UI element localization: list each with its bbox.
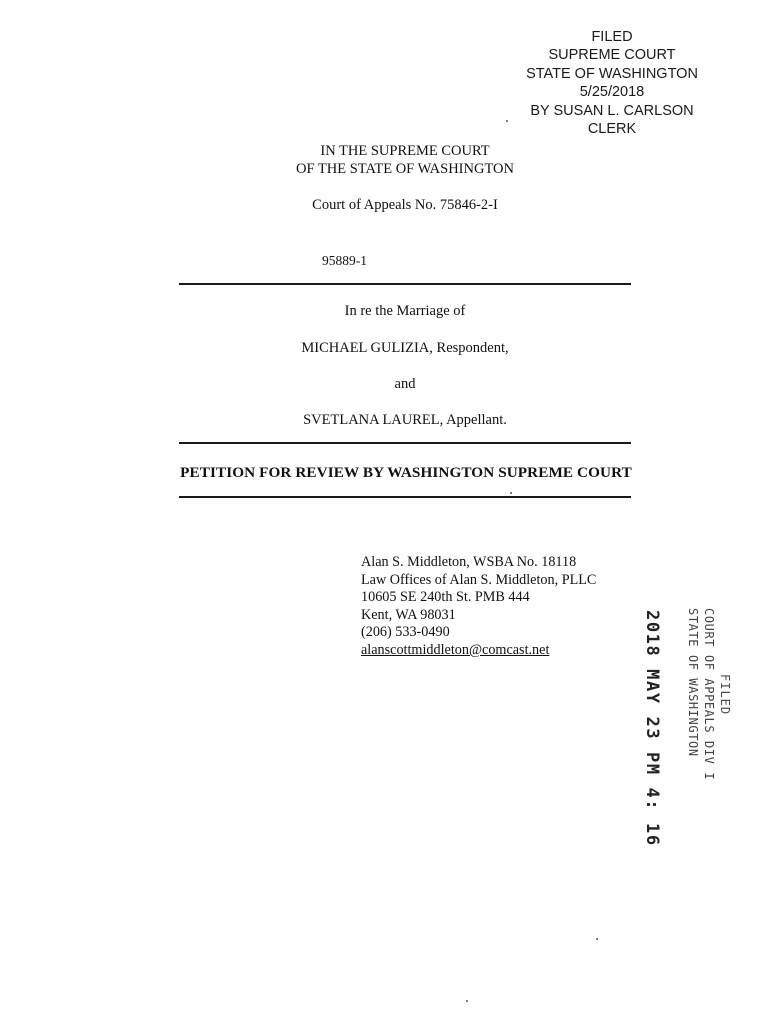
attorney-name: Alan S. Middleton, WSBA No. 18118 [361, 554, 577, 570]
attorney-address-line2: Kent, WA 98031 [361, 606, 456, 623]
document-title: PETITION FOR REVIEW BY WASHINGTON SUPREME COURT [180, 464, 632, 481]
caption-appellant: SVETLANA LAUREL, Appellant. [303, 412, 507, 428]
received-stamp-state: STATE OF WASHINGTON [686, 608, 700, 757]
attorney-firm: Law Offices of Alan S. Middleton, PLLC [361, 571, 597, 588]
scan-speck [466, 1000, 468, 1002]
filing-stamp-court: SUPREME COURT [548, 47, 676, 64]
court-name-line2: OF THE STATE OF WASHINGTON [296, 161, 514, 177]
court-name-line1: IN THE SUPREME COURT [320, 143, 490, 159]
received-stamp-filed: FILED [718, 674, 732, 716]
filing-stamp-state: STATE OF WASHINGTON [526, 65, 698, 82]
attorney-address-line1: 10605 SE 240th St. PMB 444 [361, 589, 530, 606]
divider-rule [179, 283, 631, 285]
received-stamp [612, 604, 732, 847]
filing-stamp [512, 28, 712, 138]
supreme-court-docket-number: 95889-1 [322, 253, 367, 268]
attorney-block [361, 554, 596, 660]
attorney-phone: (206) 533-0490 [361, 624, 450, 641]
filing-stamp-role: CLERK [587, 121, 637, 138]
filing-stamp-by: BY SUSAN L. CARLSON [530, 102, 694, 119]
caption-in-re: In re the Marriage of [344, 303, 466, 319]
filing-stamp-date: 5/25/2018 [579, 84, 645, 101]
caption-conjunction: and [394, 376, 416, 392]
attorney-email-link[interactable]: alanscottmiddleton@comcast.net [361, 641, 550, 658]
divider-rule [179, 442, 631, 444]
received-stamp-court: COURT OF APPEALS DIV I [702, 608, 716, 781]
caption-respondent: MICHAEL GULIZIA, Respondent, [301, 340, 509, 356]
scan-speck [506, 120, 508, 122]
divider-rule [179, 496, 631, 498]
filing-stamp-filed: FILED [591, 29, 633, 45]
scan-speck [596, 938, 598, 940]
scan-speck [510, 492, 512, 494]
court-of-appeals-number: Court of Appeals No. 75846-2-I [312, 197, 498, 213]
received-stamp-datetime: 2018 MAY 23 PM 4: 16 [642, 610, 662, 847]
